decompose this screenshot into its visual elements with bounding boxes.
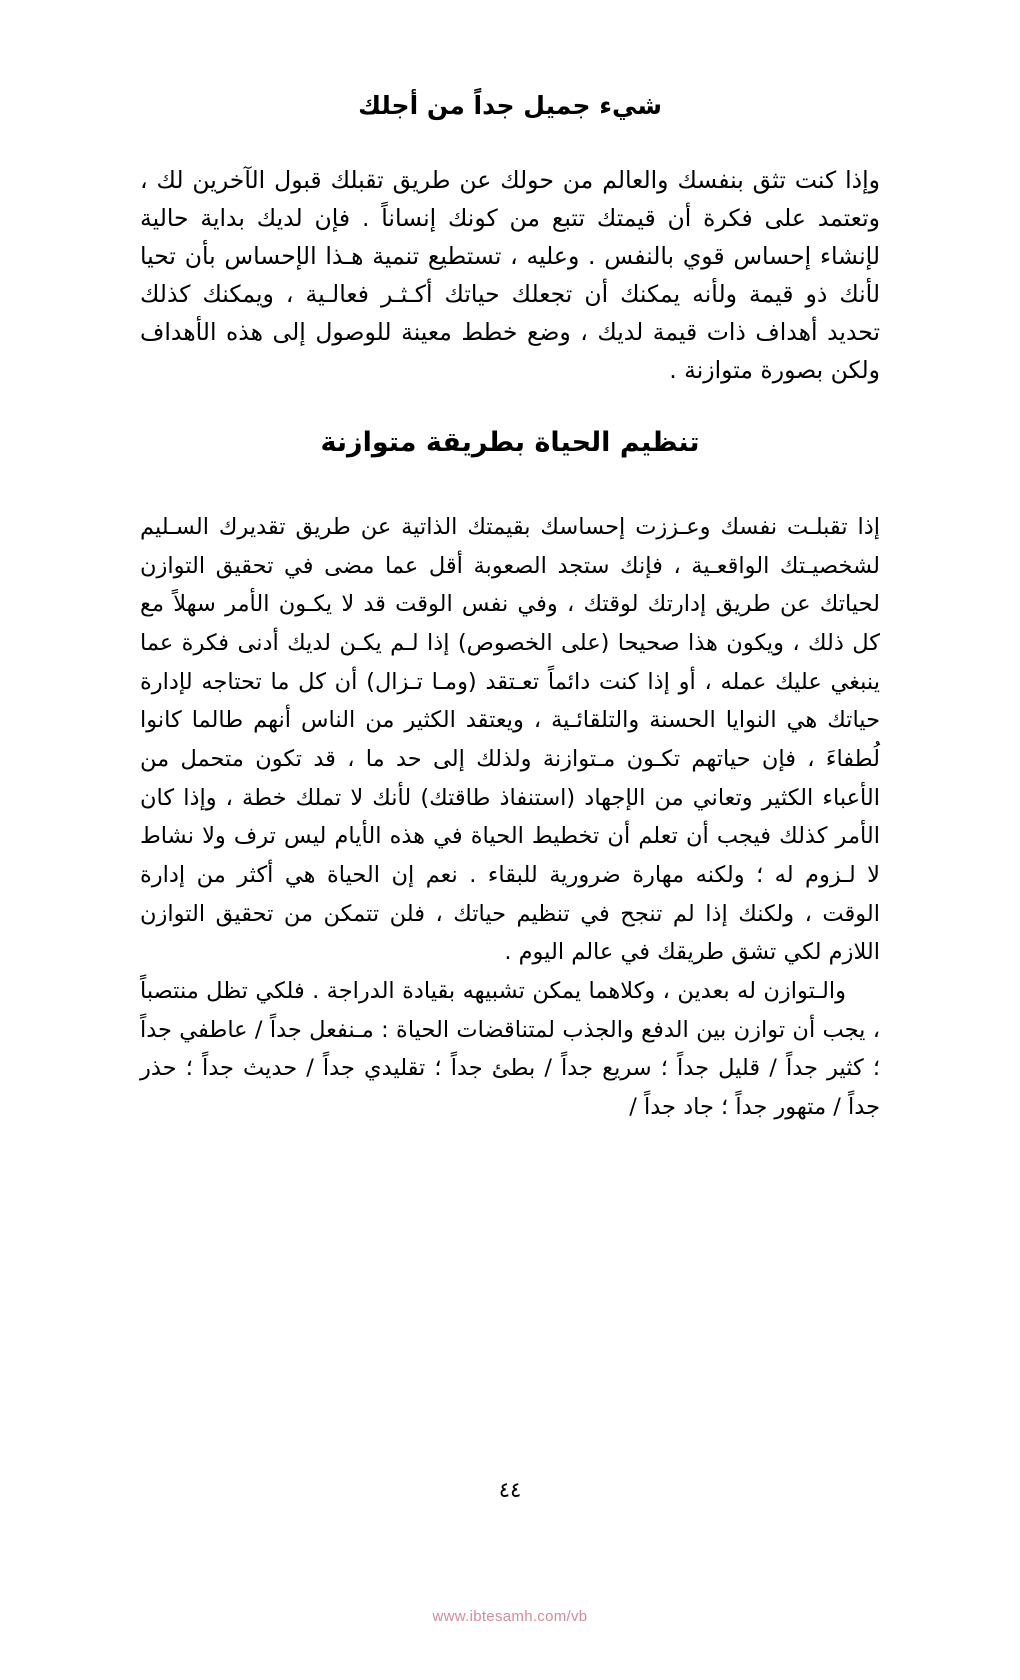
page-title: شيء جميل جداً من أجلك (358, 91, 662, 120)
section-heading: تنظيم الحياة بطريقة متوازنة (320, 427, 700, 459)
page-number: ٤٤ (498, 1478, 522, 1502)
paragraph-2: إذا تقبلـت نفسك وعـززت إحساسك بقيمتك الذاتية عن طريق تقديرك السـليم لشخصيـتك الواقعـية ، فإنك ستجد الصعوبة أقل عما مضى في تحقيق التوازن لحياتك عن طريق إدارتك لوقتك ، وفي نفس الوقت قد لا يكـون الأمر سهلاً مع كل ذلك ، ويكون هذا صحيحا (على الخصوص) إذا لـم يكـن لديك أدنى فكرة عما ينبغي عليك عمله ، أو إذا كنت دائماً تعـتقد (ومـا تـزال) أن كل ما تحتاجه لإدارة حياتك هي النوايا الحسنة والتلقائـية ، ويعتقد الكثير من الناس أنهم طالما كانوا لُطفاءَ ، فإن حياتهم تكـون مـتوازنة ولذلك إلى حد ما ، قد تكون متحمل من الأعباء الكثير وتعاني من الإجهاد (استنفاذ طاقتك) لأنك لا تملك خطة ، وإذا كان الأمر كذلك فيجب أن تعلم أن تخطيط الحياة في هذه الأيام ليس ترف ولا نشاط لا لـزوم له ؛ ولكنه مهارة ضرورية للبقاء . نعم إن الحياة هي أكثر من إدارة الوقت ، ولكنك إذا لم تنجح في تنظيم حياتك ، فلن تتمكن من تحقيق التوازن اللازم لكي تشق طريقك في عالم اليوم . (140, 513, 880, 966)
paragraph-3: والـتوازن له بعدين ، وكلاهما يمكن تشبيهه بقيادة الدراجة . فلكي تظل منتصباً ، يجب أن توازن بين الدفع والجذب لمتناقضات الحياة : مـنفعل جداً / عاطفي جداً ؛ كثير جداً / قليل جداً ؛ سريع جداً / بطئ جداً ؛ تقليدي جداً / حديث جداً ؛ حذر جداً / متهور جداً ؛ جاد جداً / (140, 978, 880, 1121)
watermark-url: www.ibtesamh.com/vb (432, 1608, 588, 1625)
paragraph-1: وإذا كنت تثق بنفسك والعالم من حولك عن طريق تقبلك قبول الآخرين لك ، وتعتمد على فكرة أن قيمتك تتبع من كونك إنساناً . فإن لديك بداية حالية لإنشاء إحساس قوي بالنفس . وعليه ، تستطيع تنمية هـذا الإحساس بأن تحيا لأنك ذو قيمة ولأنه يمكنك أن تجعلك حياتك أكـثـر فعالـية ، ويمكنك كذلك تحديد أهداف ذات قيمة لديك ، وضع خطط معينة للوصول إلى هذه الأهداف ولكن بصورة متوازنة . (140, 166, 880, 385)
page-content (140, 88, 880, 1127)
